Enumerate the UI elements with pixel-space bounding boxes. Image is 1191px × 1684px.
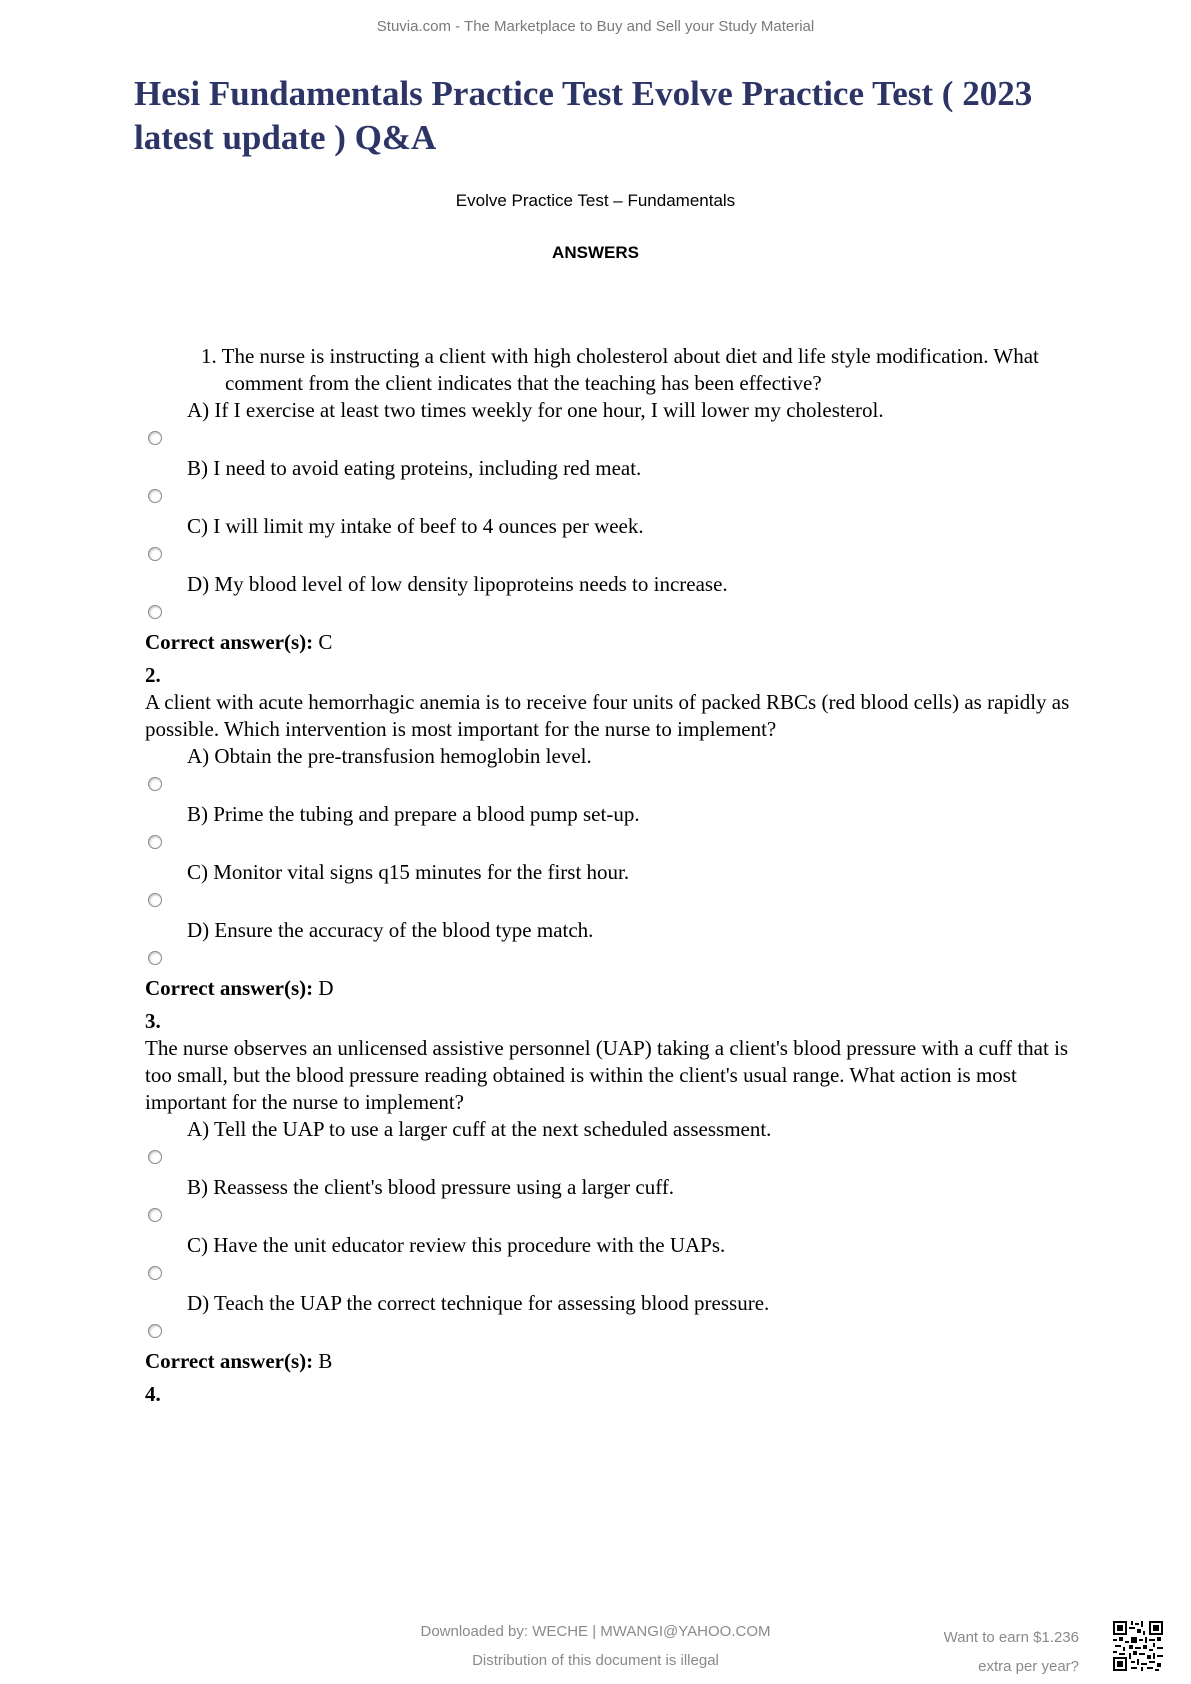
question-1-option-c[interactable] [145, 513, 1095, 571]
questions-container [145, 343, 1095, 1408]
question-2-number: 2. [145, 663, 161, 687]
radio-button-icon[interactable] [148, 1266, 162, 1280]
question-3-number: 3. [145, 1009, 161, 1033]
question-1-correct-answer [145, 629, 1095, 656]
correct-answer-value: C [318, 630, 333, 654]
question-2-text: A client with acute hemorrhagic anemia is to receive four units of packed RBCs (red blood cells) as rapidly as possible. Which intervention is most important for the nurse to implement? [145, 690, 1070, 741]
question-3-option-a[interactable] [145, 1116, 1095, 1174]
radio-button-icon[interactable] [148, 431, 162, 445]
radio-button-icon[interactable] [148, 605, 162, 619]
question-3-text: The nurse observes an unlicensed assistive personnel (UAP) taking a client's blood pressure with a cuff that is too small, but the blood pressure reading obtained is within the client's usual range. What action is most important for the nurse to implement? [145, 1036, 1069, 1114]
question-1-text: The nurse is instructing a client with high cholesterol about diet and life style modification. What comment from the client indicates that the teaching has been effective? [221, 344, 1039, 395]
correct-answer-label: Correct answer(s): [145, 1349, 314, 1373]
correct-answer-label: Correct answer(s): [145, 630, 314, 654]
option-label: D) Teach the UAP the correct technique for assessing blood pressure. [187, 1291, 770, 1315]
question-1-option-b[interactable] [145, 455, 1095, 513]
option-label: C) Have the unit educator review this procedure with the UAPs. [187, 1233, 726, 1257]
question-1-number: 1. [201, 344, 217, 368]
distribution-notice: Distribution of this document is illegal [472, 1652, 719, 1669]
option-label: D) Ensure the accuracy of the blood type match. [187, 918, 594, 942]
question-1-stem [201, 343, 1075, 397]
radio-button-icon[interactable] [148, 489, 162, 503]
option-label: A) Obtain the pre-transfusion hemoglobin level. [187, 744, 592, 768]
option-label: C) Monitor vital signs q15 minutes for the first hour. [187, 860, 630, 884]
site-banner: Stuvia.com - The Marketplace to Buy and Sell your Study Material [376, 18, 815, 35]
correct-answer-value: B [318, 1349, 333, 1373]
option-label: C) I will limit my intake of beef to 4 ounces per week. [187, 514, 644, 538]
question-3-option-b[interactable] [145, 1174, 1095, 1232]
option-label: B) I need to avoid eating proteins, including red meat. [187, 456, 642, 480]
downloaded-by-footer: Downloaded by: WECHE | MWANGI@YAHOO.COM [420, 1623, 771, 1640]
radio-button-icon[interactable] [148, 1324, 162, 1338]
qr-code-icon[interactable] [1113, 1621, 1163, 1671]
radio-button-icon[interactable] [148, 835, 162, 849]
radio-button-icon[interactable] [148, 1208, 162, 1222]
question-3-option-c[interactable] [145, 1232, 1095, 1290]
earn-promo[interactable] [944, 1623, 1079, 1681]
option-label: A) Tell the UAP to use a larger cuff at the next scheduled assessment. [187, 1117, 772, 1141]
correct-answer-value: D [318, 976, 334, 1000]
earn-promo-line-2: extra per year? [978, 1658, 1079, 1675]
question-2-option-a[interactable] [145, 743, 1095, 801]
option-label: B) Prime the tubing and prepare a blood pump set-up. [187, 802, 640, 826]
question-2-option-c[interactable] [145, 859, 1095, 917]
option-label: D) My blood level of low density lipoproteins needs to increase. [187, 572, 728, 596]
radio-button-icon[interactable] [148, 893, 162, 907]
question-2-correct-answer [145, 975, 1095, 1002]
correct-answer-label: Correct answer(s): [145, 976, 314, 1000]
radio-button-icon[interactable] [148, 1150, 162, 1164]
question-4-number: 4. [145, 1382, 161, 1406]
radio-button-icon[interactable] [148, 951, 162, 965]
document-subtitle: Evolve Practice Test – Fundamentals [455, 191, 736, 210]
section-label: ANSWERS [552, 243, 639, 262]
earn-promo-line-1: Want to earn $1.236 [943, 1629, 1079, 1646]
question-1-option-d[interactable] [145, 571, 1095, 629]
radio-button-icon[interactable] [148, 547, 162, 561]
question-3-option-d[interactable] [145, 1290, 1095, 1348]
question-2-option-b[interactable] [145, 801, 1095, 859]
question-2-option-d[interactable] [145, 917, 1095, 975]
option-label: A) If I exercise at least two times weekly for one hour, I will lower my cholesterol. [187, 398, 884, 422]
radio-button-icon[interactable] [148, 777, 162, 791]
question-3-correct-answer [145, 1348, 1095, 1375]
document-title: Hesi Fundamentals Practice Test Evolve Practice Test ( 2023 latest update ) Q&A [134, 74, 1033, 157]
option-label: B) Reassess the client's blood pressure using a larger cuff. [187, 1175, 675, 1199]
question-1-option-a[interactable] [145, 397, 1095, 455]
